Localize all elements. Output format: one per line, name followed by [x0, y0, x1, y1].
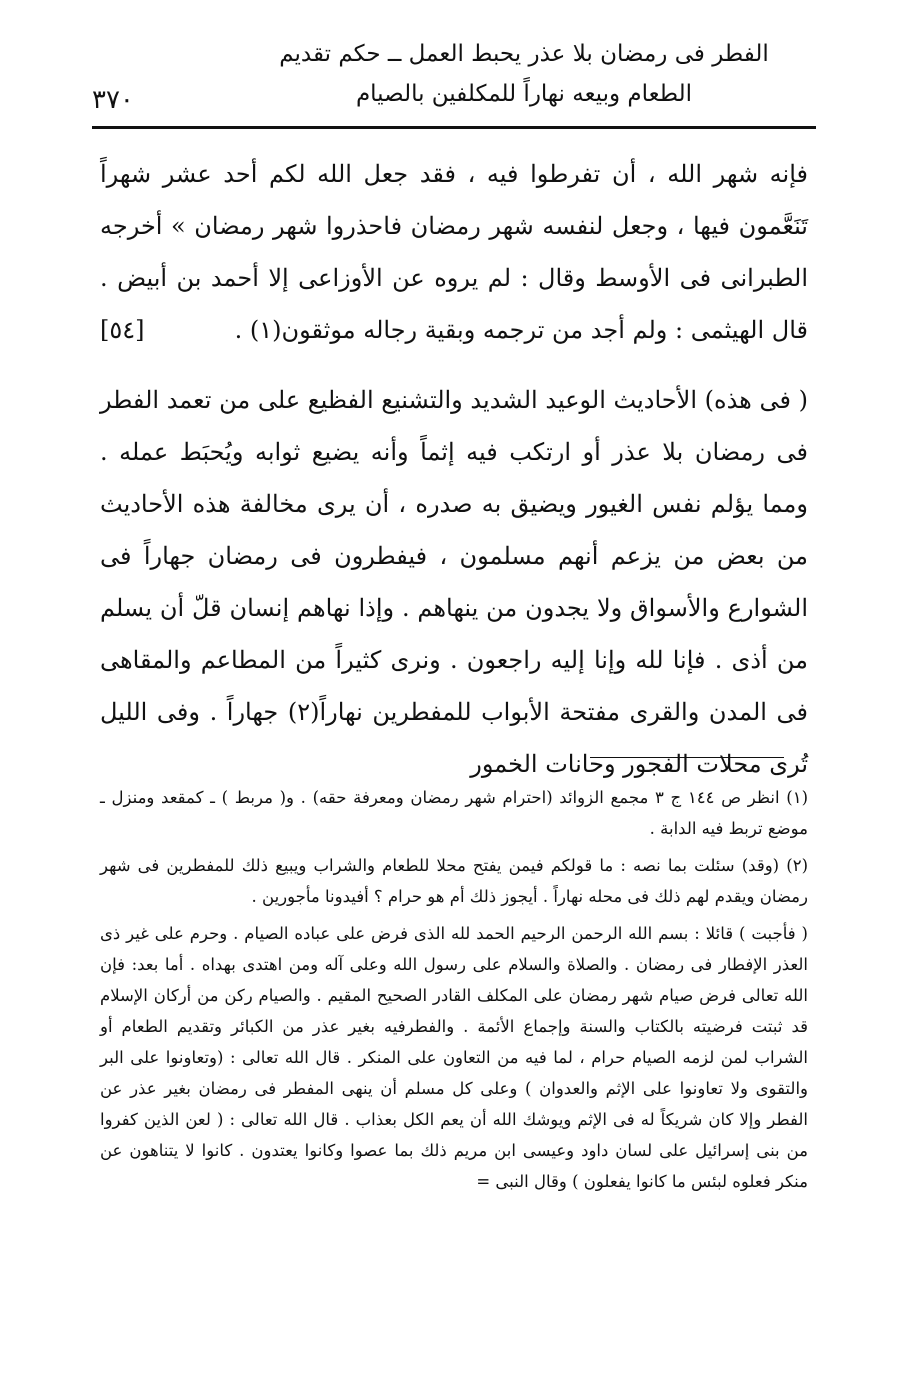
paragraph-1 — [100, 148, 808, 356]
footnotes — [100, 782, 808, 1203]
footnote-2: (٢) (وقد) سئلت بما نصه : ما قولكم فيمن يفتح محلا للطعام والشراب ويبيع ذلك للمفطرين فى شهر رمضان ويقدم لهم ذلك فى محله نهاراً . أيجوز ذلك أم هو حرام ؟ أفيدونا مأجورين . — [100, 856, 808, 906]
footnote-1: (١) انظر ص ١٤٤ ج ٣ مجمع الزوائد (احترام شهر رمضان ومعرفة حقه) . و( مربط ) ـ كمقعد ومنزل ـ موضع تربط فيه الدابة . — [100, 788, 809, 838]
page-number: ٣٧٠ — [92, 85, 134, 115]
running-title-line-2: الطعام وبيعه نهاراً للمكلفين بالصيام — [355, 81, 693, 107]
footnote-2-answer: ( فأجبت ) قائلا : بسم الله الرحمن الرحيم الحمد لله الذى فرض على عباده الصيام . وحرم على غير ذى العذر الإفطار فى رمضان . والصلاة والسلام على رسول الله وعلى آله ومن اهتدى بهداه . أما بعد: فإن الله تعالى فرض صيام شهر رمضان على المكلف القادر الصحيح المقيم . والصيام ركن من أركان الإسلام قد ثبتت فرضيته بالكتاب والسنة وإجماع الأئمة . والفطرفيه بغير عذر من الكبائر وتقديم الطعام أو الشراب لمن لزمه الصيام حرام ، لما فيه من التعاون على المنكر . قال الله تعالى : (وتعاونوا على البر والتقوى ولا تعاونوا على الإثم والعدوان ) وعلى كل مسلم أن ينهى المفطر فى رمضان بغير عذر عن الفطر وإلا كان شريكاً له فى الإثم ويوشك الله أن يعم الكل بعذاب . قال الله تعالى : ( لعن الذين كفروا من بنى إسرائيل على لسان داود وعيسى ابن مريم ذلك بما عصوا وكانوا يعتدون . كانوا لا يتناهون عن منكر فعلوه لبئس ما كانوا يفعلون ) وقال النبى = — [100, 924, 808, 1191]
footnote-separator — [590, 757, 784, 758]
header-rule — [92, 126, 816, 129]
running-header — [92, 28, 816, 118]
paragraph-1-text: فإنه شهر الله ، أن تفرطوا فيه ، فقد جعل الله لكم أحد عشر شهراً تَنَعَّمون فيها ، وجعل لنفسه شهر رمضان فاحذروا شهر رمضان » أخرجه الطبرانى فى الأوسط وقال : لم يروه عن الأوزاعى إلا أحمد بن أبيض . قال الهيثمى : ولم أجد من ترجمه وبقية رجاله موثقون(١) . — [100, 160, 809, 344]
hadith-reference-marker: [٥٤] — [100, 316, 145, 344]
running-title-line-1: الفطر فى رمضان بلا عذر يحبط العمل ــ حكم تقديم — [279, 41, 769, 67]
main-text — [100, 148, 808, 790]
running-title — [242, 34, 806, 114]
paragraph-2: ( فى هذه) الأحاديث الوعيد الشديد والتشنيع الفظيع على من تعمد الفطر فى رمضان بلا عذر أو ارتكب فيه إثماً وأنه يضيع ثوابه ويُحبَط عمله . ومما يؤلم نفس الغيور ويضيق به صدره ، أن يرى مخالفة هذه الأحاديث من بعض من يزعم أنهم مسلمون ، فيفطرون فى رمضان جهاراً فى الشوارع والأسواق ولا يجدون من ينهاهم . وإذا نهاهم إنسان قلّ أن يسلم من أذى . فإنا لله وإنا إليه راجعون . ونرى كثيراً من المطاعم والمقاهى فى المدن والقرى مفتحة الأبواب للمفطرين نهاراً(٢) جهاراً . وفى الليل تُرى محلات الفجور وحانات الخمور — [100, 386, 809, 778]
